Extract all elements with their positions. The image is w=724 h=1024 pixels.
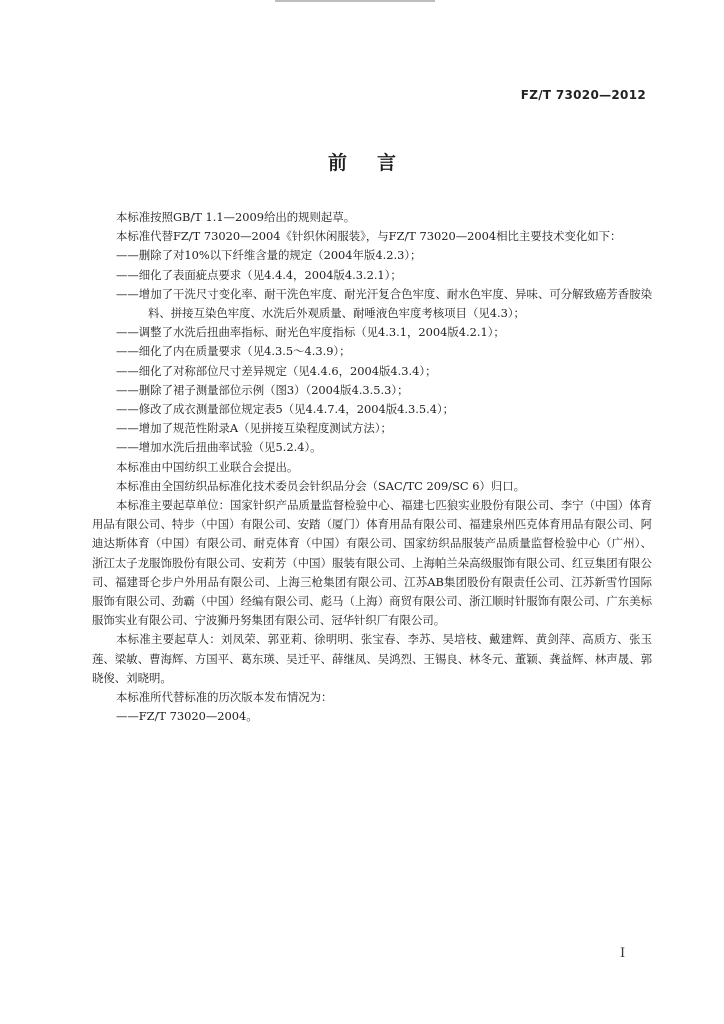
history-intro-paragraph: 本标准所代替标准的历次版本发布情况为： <box>116 690 333 705</box>
history-item: ——FZ/T 73020—2004。 <box>116 709 258 724</box>
change-item: ——删除了对10%以下纤维含量的规定（2004年版4.2.3）； <box>116 248 422 263</box>
foreword-body <box>92 208 652 726</box>
standard-code: FZ/T 73020—2012 <box>520 88 646 102</box>
change-item: ——增加了规范性附录A（见拼接互染程度测试方法）； <box>116 421 392 436</box>
change-item: ——细化了表面疵点要求（见4.4.4，2004版4.3.2.1）； <box>116 267 402 282</box>
replacement-paragraph: 本标准代替FZ/T 73020—2004《针织休闲服装》，与FZ/T 73020—2004相比主要技术变化如下： <box>116 229 622 244</box>
page-title: 前言 <box>327 152 426 174</box>
change-item: ——增加水洗后扭曲率试验（见5.2.4）。 <box>116 440 322 455</box>
drafting-units-paragraph: 本标准主要起草单位：国家针织产品质量监督检验中心、福建七匹狼实业股份有限公司、李宁（中国）体育用品有限公司、特步（中国）有限公司、安踏（厦门）体育用品有限公司、福建泉州匹克体育用品有限公司、阿迪达斯体育（中国）有限公司、耐克体育（中国）有限公司、国家纺织品服装产品质量监督检验中心（广州）、浙江太子龙服饰股份有限公司、安莉芳（中国）服装有限公司、上海帕兰朵高级服饰有限公司、红豆集团有限公司、福建哥仑步户外用品有限公司、上海三枪集团有限公司、江苏AB集团股份有限责任公司、江苏新雪竹国际服饰有限公司、劲霸（中国）经编有限公司、彪马（上海）商贸有限公司、浙江顺时针服饰有限公司、广东美标服饰实业有限公司、宁波狮丹努集团有限公司、冠华针织厂有限公司。 <box>92 498 652 628</box>
changes-list <box>92 246 652 457</box>
drafters-paragraph: 本标准主要起草人：刘凤荣、郭亚莉、徐明明、张宝春、李苏、吴培枝、戴建辉、黄剑萍、高质方、张玉莲、梁敏、曹海辉、方国平、葛东瑛、吴迁平、薛继凤、吴鸿烈、王锡良、林冬元、董颖、龚益辉、林声晟、郭晓俊、刘晓明。 <box>92 632 652 685</box>
committee-paragraph: 本标准由全国纺织品标准化技术委员会针织品分会（SAC/TC 209/SC 6）归口。 <box>116 478 526 493</box>
proposer-paragraph: 本标准由中国纺织工业联合会提出。 <box>116 459 299 474</box>
change-item: ——调整了水洗后扭曲率指标、耐光色牢度指标（见4.3.1，2004版4.2.1）； <box>116 325 505 340</box>
change-item: ——修改了成衣测量部位规定表5（见4.4.7.4，2004版4.3.5.4）； <box>116 402 455 417</box>
drafting-rule-paragraph: 本标准按照GB/T 1.1—2009给出的规则起草。 <box>116 210 356 224</box>
change-item: ——增加了干洗尺寸变化率、耐干洗色牢度、耐光汗复合色牢度、耐水色牢度、异味、可分解致癌芳香胺染料、拼接互染色牢度、水洗后外观质量、耐唾液色牢度考核项目（见4.3）； <box>116 286 652 321</box>
change-item: ——删除了裙子测量部位示例（图3）（2004版4.3.5.3）； <box>116 382 409 397</box>
scan-edge-mark <box>275 0 435 2</box>
change-item: ——细化了内在质量要求（见4.3.5～4.3.9）； <box>116 344 351 359</box>
change-item: ——细化了对称部位尺寸差异规定（见4.4.6，2004版4.3.4）； <box>116 363 437 378</box>
page-number: I <box>620 946 626 961</box>
